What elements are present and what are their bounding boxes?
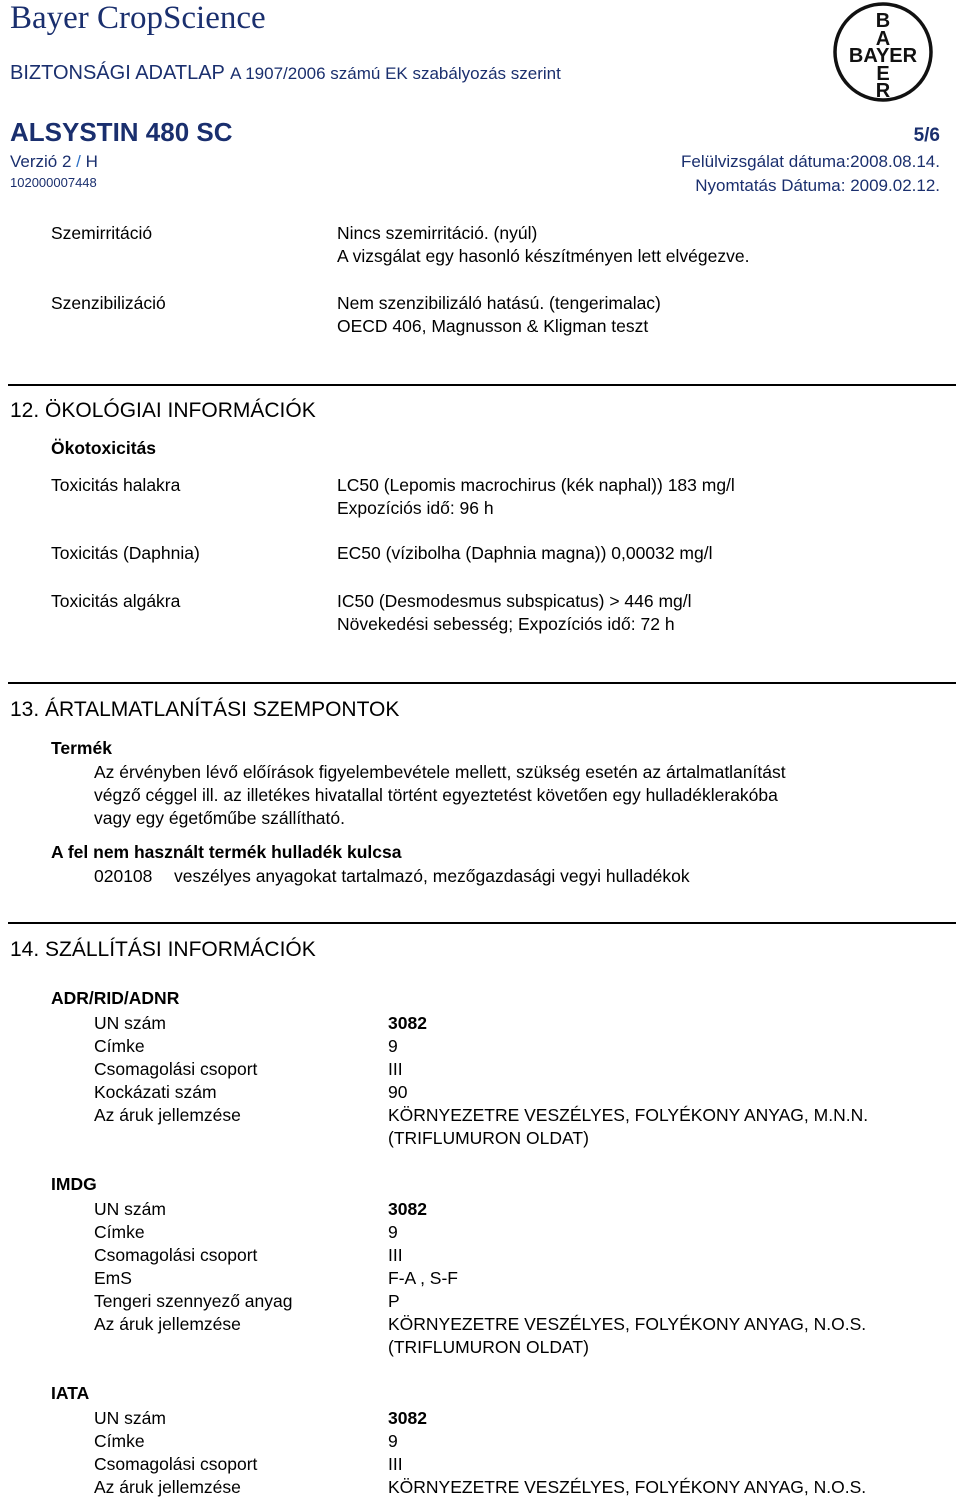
section-14-title: 14. SZÁLLÍTÁSI INFORMÁCIÓK [10, 938, 316, 961]
imdg-ems-label: EmS [94, 1268, 132, 1288]
iata-un-label: UN szám [94, 1408, 166, 1428]
tox-value-sensitization-2: OECD 406, Magnusson & Kligman teszt [337, 316, 649, 336]
imdg-pg-value: III [388, 1245, 403, 1265]
eco-value-fish-1: LC50 (Lepomis macrochirus (kék naphal)) 183 mg/l [337, 475, 735, 495]
iata-pg-label: Csomagolási csoport [94, 1454, 258, 1474]
eco-value-fish-2: Expozíciós idő: 96 h [337, 498, 494, 518]
page-number: 5/6 [913, 125, 940, 146]
iata-pg-value: III [388, 1454, 403, 1474]
section-12-title: 12. ÖKOLÓGIAI INFORMÁCIÓK [10, 399, 316, 422]
adr-label-label: Címke [94, 1036, 145, 1056]
imdg-ems-value: F-A , S-F [388, 1268, 458, 1288]
adr-un-label: UN szám [94, 1013, 166, 1033]
iata-heading: IATA [51, 1383, 90, 1403]
document-title-main: BIZTONSÁGI ADATLAP [10, 62, 225, 84]
adr-label-value: 9 [388, 1036, 398, 1056]
adr-desc-value-2: (TRIFLUMURON OLDAT) [388, 1128, 589, 1148]
disposal-product-heading: Termék [51, 738, 112, 758]
iata-desc-label: Az áruk jellemzése [94, 1477, 241, 1497]
adr-heading: ADR/RID/ADNR [51, 988, 180, 1008]
document-number: 102000007448 [10, 175, 97, 190]
company-name: Bayer CropScience [10, 0, 266, 36]
disposal-text-1: Az érvényben lévő előírások figyelembevétele mellett, szükség esetén az ártalmatlanítást [94, 762, 786, 782]
eco-value-algae-1: IC50 (Desmodesmus subspicatus) > 446 mg/l [337, 591, 692, 611]
waste-description: veszélyes anyagokat tartalmazó, mezőgazdasági vegyi hulladékok [174, 866, 690, 886]
imdg-desc-label: Az áruk jellemzése [94, 1314, 241, 1334]
tox-label-sensitization: Szenzibilizáció [51, 293, 166, 313]
eco-label-fish: Toxicitás halakra [51, 475, 181, 495]
logo-letter-a: A [875, 28, 891, 50]
imdg-un-value: 3082 [388, 1199, 427, 1219]
logo-letter-e: E [876, 63, 890, 85]
eco-value-daphnia: EC50 (vízibolha (Daphnia magna)) 0,00032 mg/l [337, 543, 713, 563]
version-label: Verzió 2 [10, 152, 72, 171]
print-date: Nyomtatás Dátuma: 2009.02.12. [695, 176, 940, 195]
version-info [10, 152, 98, 172]
adr-hazard-value: 90 [388, 1082, 408, 1102]
imdg-marine-value: P [388, 1291, 400, 1311]
imdg-desc-value-2: (TRIFLUMURON OLDAT) [388, 1337, 589, 1357]
section-divider-14 [8, 922, 956, 924]
imdg-label-label: Címke [94, 1222, 145, 1242]
section-divider-12 [8, 384, 956, 386]
eco-label-daphnia: Toxicitás (Daphnia) [51, 543, 200, 563]
iata-desc-value: KÖRNYEZETRE VESZÉLYES, FOLYÉKONY ANYAG, N.O.S. [388, 1477, 867, 1497]
product-name: ALSYSTIN 480 SC [10, 117, 233, 147]
disposal-text-2: végző céggel ill. az illetékes hivatallal történt egyeztetést követően egy hulladéklerakóba [94, 785, 778, 805]
imdg-pg-label: Csomagolási csoport [94, 1245, 258, 1265]
imdg-un-label: UN szám [94, 1199, 166, 1219]
adr-desc-value-1: KÖRNYEZETRE VESZÉLYES, FOLYÉKONY ANYAG, M.N.N. [388, 1105, 869, 1125]
disposal-text-3: vagy egy égetőműbe szállítható. [94, 808, 345, 828]
eco-value-algae-2: Növekedési sebesség; Expozíciós idő: 72 h [337, 614, 675, 634]
version-separator: / [76, 152, 81, 171]
imdg-label-value: 9 [388, 1222, 398, 1242]
revision-date: Felülvizsgálat dátuma:2008.08.14. [681, 152, 940, 171]
tox-value-eye-1: Nincs szemirritáció. (nyúl) [337, 223, 538, 243]
adr-desc-label: Az áruk jellemzése [94, 1105, 241, 1125]
adr-hazard-label: Kockázati szám [94, 1082, 217, 1102]
section-13-title: 13. ÁRTALMATLANÍTÁSI SZEMPONTOK [10, 698, 400, 721]
tox-value-eye-2: A vizsgálat egy hasonló készítményen lett elvégezve. [337, 246, 750, 266]
section-divider-13 [8, 682, 956, 684]
waste-key-heading: A fel nem használt termék hulladék kulcsa [51, 842, 402, 862]
regulation-text: A 1907/2006 számú EK szabályozás szerint [230, 64, 561, 83]
document-title [10, 62, 561, 85]
iata-label-label: Címke [94, 1431, 145, 1451]
adr-pg-label: Csomagolási csoport [94, 1059, 258, 1079]
imdg-heading: IMDG [51, 1174, 97, 1194]
ecotox-subtitle: Ökotoxicitás [51, 438, 157, 458]
adr-un-value: 3082 [388, 1013, 427, 1033]
version-suffix: H [85, 152, 98, 171]
waste-code: 020108 [94, 866, 153, 886]
imdg-desc-value-1: KÖRNYEZETRE VESZÉLYES, FOLYÉKONY ANYAG, N.O.S. [388, 1314, 867, 1334]
logo-letter-b: B [875, 10, 891, 32]
logo-word-bayer: BAYER [848, 45, 918, 67]
tox-value-sensitization-1: Nem szenzibilizáló hatású. (tengerimalac) [337, 293, 661, 313]
tox-label-eye: Szemirritáció [51, 223, 153, 243]
logo-letter-r: R [875, 80, 891, 102]
iata-label-value: 9 [388, 1431, 398, 1451]
imdg-marine-label: Tengeri szennyező anyag [94, 1291, 293, 1311]
adr-pg-value: III [388, 1059, 403, 1079]
bayer-cross-logo [828, 0, 938, 104]
eco-label-algae: Toxicitás algákra [51, 591, 181, 611]
iata-un-value: 3082 [388, 1408, 427, 1428]
